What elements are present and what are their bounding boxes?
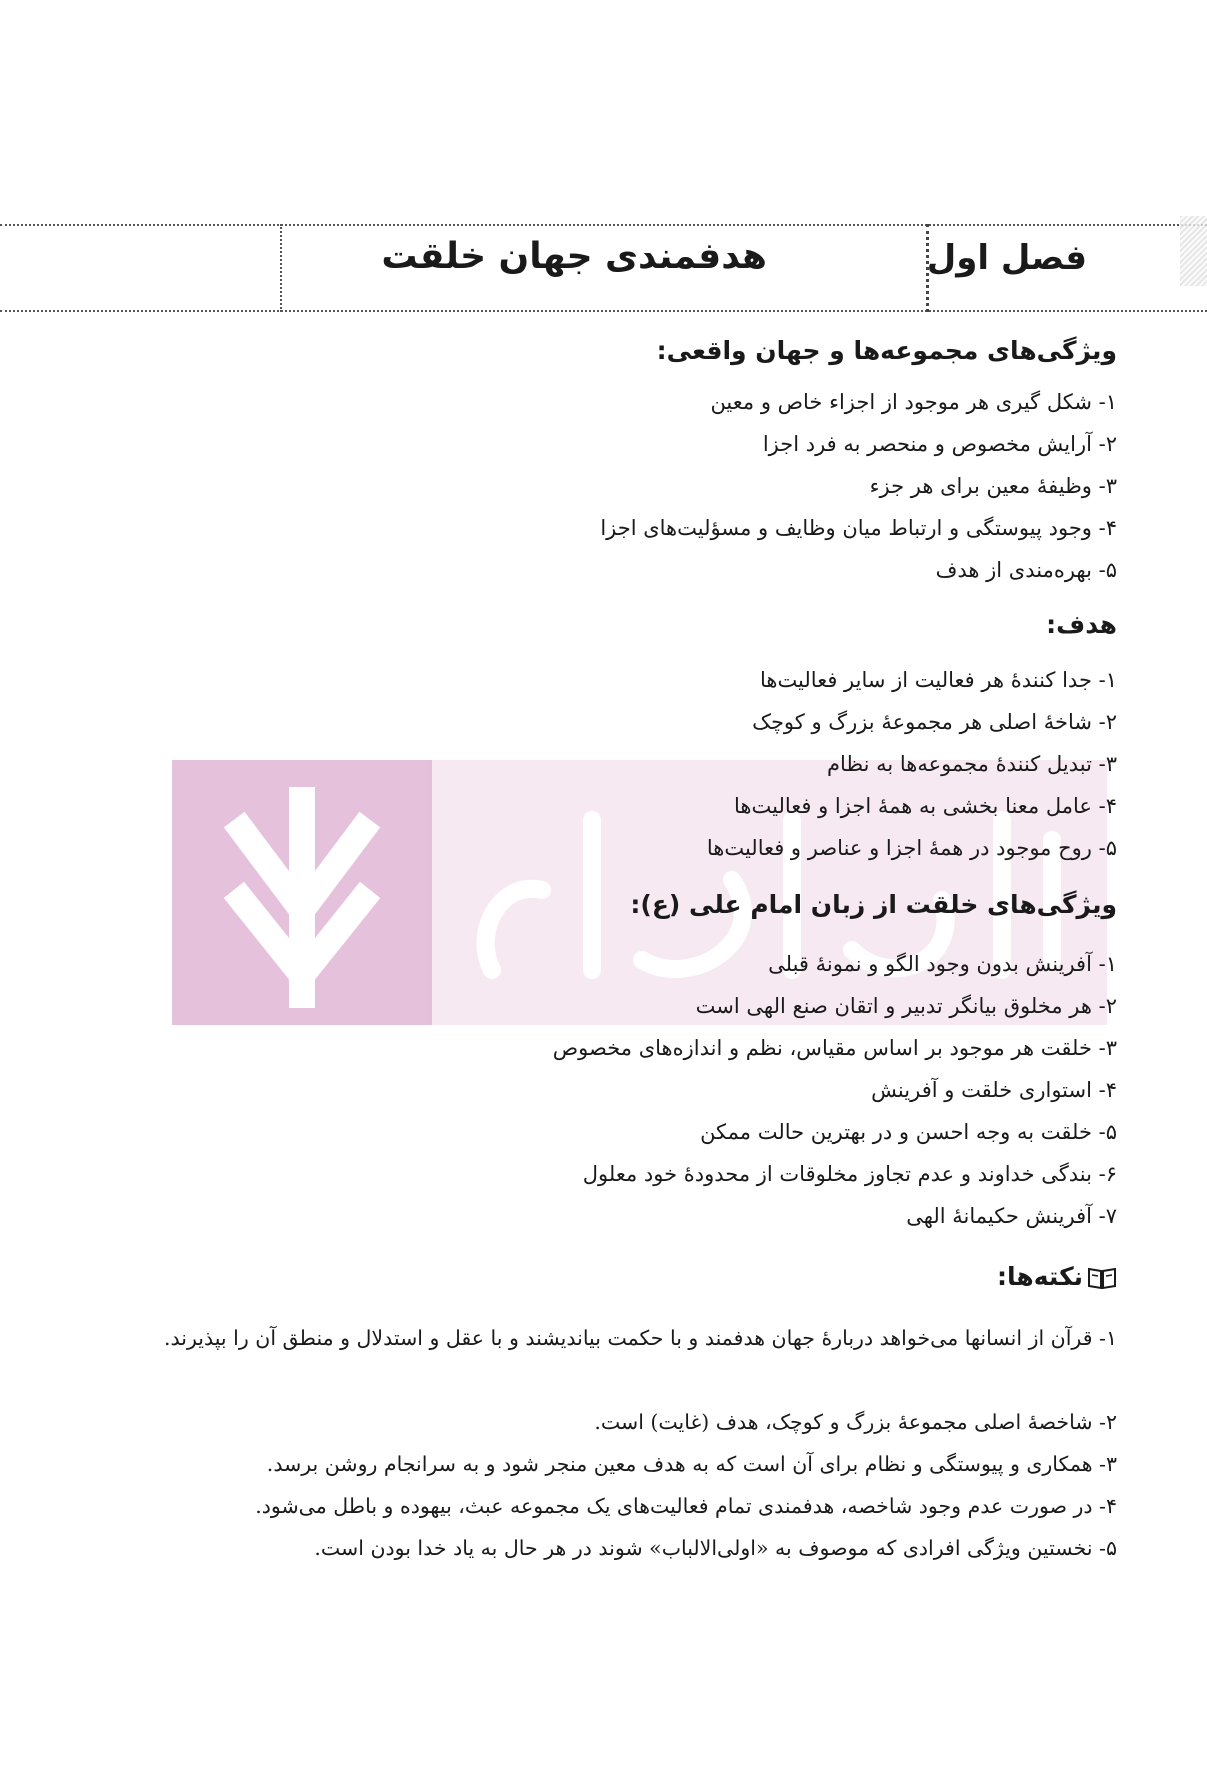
list-item: ۴- عامل معنا بخشی به همهٔ اجزا و فعالیت‌ها: [734, 794, 1117, 818]
book-icon: [1087, 1266, 1117, 1290]
note-item: ۳- همکاری و پیوستگی و نظام برای آن است که به هدف معین منجر شود و به سرانجام روشن برسد.: [266, 1452, 1117, 1476]
corner-texture: [1180, 216, 1207, 286]
note-item: ۴- در صورت عدم وجود شاخصه، هدفمندی تمام فعالیت‌های یک مجموعه عبث، بیهوده و باطل می‌شود.: [255, 1494, 1117, 1518]
chapter-title: هدفمندی جهان خلقت: [381, 236, 767, 277]
list-item: ۱- آفرینش بدون وجود الگو و نمونهٔ قبلی: [768, 952, 1117, 976]
section-heading: هدف:: [1046, 610, 1117, 639]
note-item: ۲- شاخصهٔ اصلی مجموعهٔ بزرگ و کوچک، هدف (غایت) است.: [594, 1410, 1117, 1434]
list-item: ۳- تبدیل کنندهٔ مجموعه‌ها به نظام: [826, 752, 1117, 776]
watermark-emblem-block: [172, 760, 432, 1025]
list-item: ۱- شکل گیری هر موجود از اجزاء خاص و معین: [710, 390, 1117, 414]
list-item: ۳- خلقت هر موجود بر اساس مقیاس، نظم و اندازه‌های مخصوص: [552, 1036, 1117, 1060]
list-item: ۳- وظیفهٔ معین برای هر جزء: [869, 474, 1117, 498]
list-item: ۶- بندگی خداوند و عدم تجاوز مخلوقات از محدودهٔ خود معلول: [582, 1162, 1117, 1186]
list-item: ۵- خلقت به وجه احسن و در بهترین حالت ممکن: [700, 1120, 1117, 1144]
chapter-label: فصل اول: [926, 238, 1087, 278]
list-item: ۴- استواری خلقت و آفرینش: [871, 1078, 1117, 1102]
list-item: ۵- بهره‌مندی از هدف: [935, 558, 1117, 582]
section-heading: ویژگی‌های مجموعه‌ها و جهان واقعی:: [656, 336, 1117, 365]
list-item: ۴- وجود پیوستگی و ارتباط میان وظایف و مسؤلیت‌های اجزا: [600, 516, 1117, 540]
notes-heading-label: نکته‌ها:: [996, 1262, 1083, 1291]
notes-heading: [997, 1262, 1117, 1291]
section-heading: ویژگی‌های خلقت از زبان امام علی (ع):: [630, 890, 1117, 919]
list-item: ۵- روح موجود در همهٔ اجزا و عناصر و فعالیت‌ها: [706, 836, 1117, 860]
tree-icon: [242, 800, 362, 995]
list-item: ۲- شاخهٔ اصلی هر مجموعهٔ بزرگ و کوچک: [752, 710, 1117, 734]
note-item: ۵- نخستین ویژگی افرادی که موصوف به «اولی‌الالباب» شوند در هر حال به یاد خدا بودن است.: [314, 1536, 1117, 1560]
list-item: ۷- آفرینش حکیمانهٔ الهی: [906, 1204, 1117, 1228]
note-item: ۱- قرآن از انسانها می‌خواهد دربارهٔ جهان هدفمند و با حکمت بیاندیشند و با عقل و استدلال و منطق آن را بپذیرند.: [163, 1326, 1117, 1350]
list-item: ۱- جدا کنندهٔ هر فعالیت از سایر فعالیت‌ها: [759, 668, 1117, 692]
list-item: ۲- آرایش مخصوص و منحصر به فرد اجزا: [762, 432, 1117, 456]
header-divider: [280, 224, 282, 312]
list-item: ۲- هر مخلوق بیانگر تدبیر و اتقان صنع الهی است: [695, 994, 1117, 1018]
